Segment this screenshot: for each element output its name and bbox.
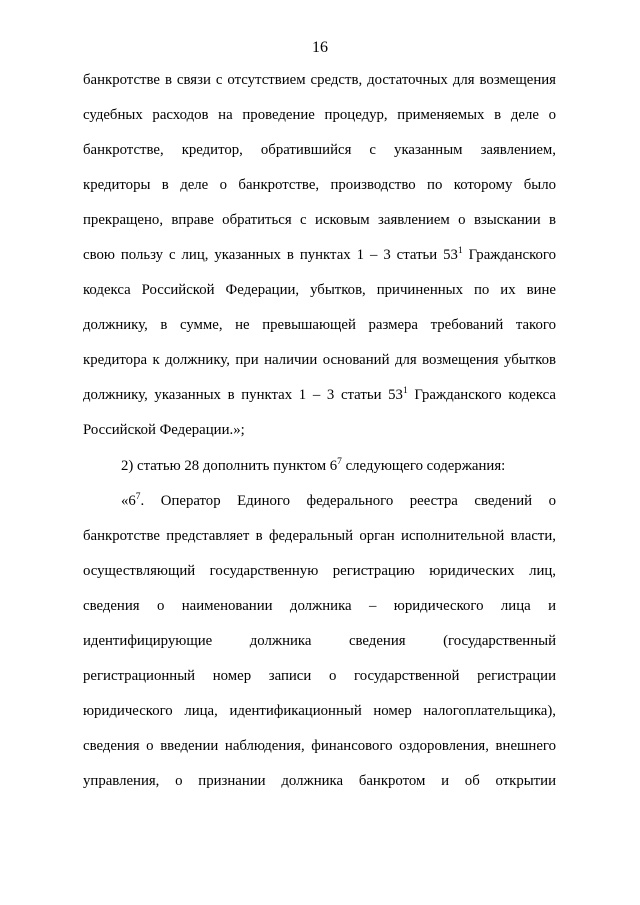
paragraph [83,449,556,484]
text-segment: Гражданского [462,247,557,264]
text-line [83,378,556,413]
text-line [83,449,556,484]
text-segment: следующего содержания: [341,457,506,474]
paragraph [83,484,556,799]
text-line: юридического лица, идентификационный номер налогоплательщика), [83,702,556,719]
text-segment: «6 [121,492,136,509]
text-line [83,238,556,273]
superscript: 1 [402,386,408,397]
paragraph [83,63,556,449]
text-line: кредитора к должнику, при наличии оснований для возмещения убытков [83,352,556,369]
text-line: регистрационный номер записи о государственной регистрации [83,667,556,684]
text-line: сведения о введении наблюдения, финансового оздоровления, внешнего [83,737,556,754]
text-segment: свою пользу с лиц, указанных в пунктах 1 – 3 статьи 53 [83,247,458,264]
superscript: 1 [457,246,463,257]
text-line: банкротстве, кредитор, обратившийся с указанным заявлением, [83,142,556,159]
text-segment: . Оператор Единого федерального реестра сведений о [140,492,556,509]
text-segment: должнику, указанных в пунктах 1 – 3 статьи 53 [83,387,403,404]
text-line [83,484,556,519]
text-segment: Гражданского кодекса [407,387,556,404]
text-line: управления, о признании должника банкротом и об открытии [83,772,556,789]
text-line: идентифицирующие должника сведения (государственный [83,632,556,649]
text-line: банкротстве в связи с отсутствием средств, достаточных для возмещения [83,72,556,88]
document-body [83,63,556,799]
text-line: судебных расходов на проведение процедур, применяемых в деле о [83,107,556,124]
superscript: 7 [135,491,141,502]
text-line: Российской Федерации.»; [83,422,245,439]
text-line: банкротстве представляет в федеральный орган исполнительной власти, [83,527,556,544]
text-line: осуществляющий государственную регистрацию юридических лиц, [83,562,556,579]
page-number: 16 [312,39,328,56]
text-line: прекращено, вправе обратиться с исковым заявлением о взыскании в [83,212,556,229]
superscript: 7 [337,456,342,467]
text-line: кодекса Российской Федерации, убытков, причиненных по их вине [83,282,556,299]
text-line: сведения о наименовании должника – юридического лица и [83,597,556,614]
text-line: должнику, в сумме, не превышающей размера требований такого [83,317,556,334]
text-segment: 2) статью 28 дополнить пунктом 6 [121,457,338,474]
text-line: кредиторы в деле о банкротстве, производство по которому было [83,177,556,194]
